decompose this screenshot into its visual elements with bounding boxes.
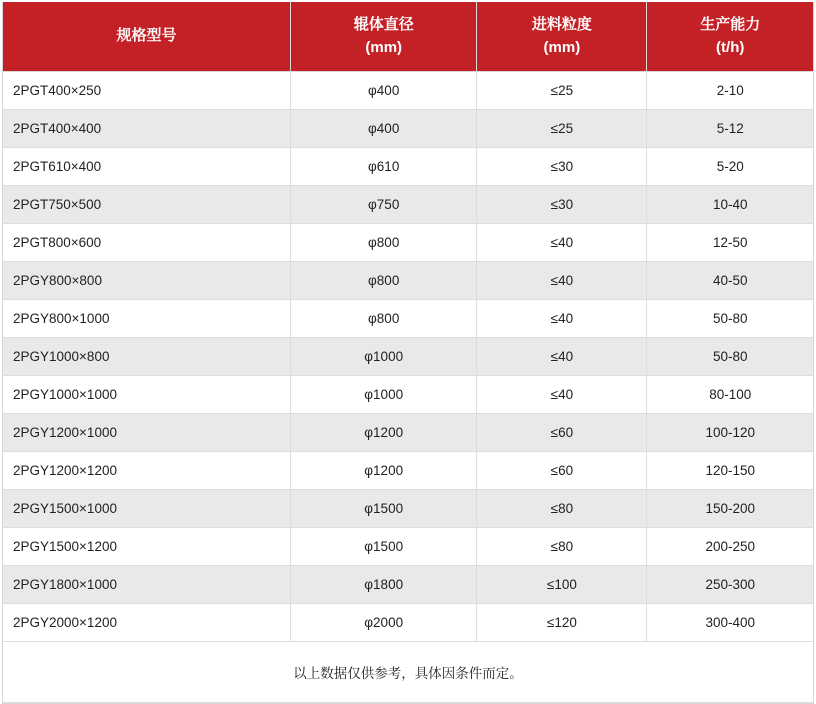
table-row [3, 604, 813, 642]
cell-model: 2PGY1000×800 [3, 338, 291, 376]
cell-roller-diameter: φ400 [291, 110, 477, 148]
cell-feed-size: ≤40 [477, 224, 647, 262]
cell-roller-diameter: φ1200 [291, 452, 477, 490]
cell-model: 2PGT400×400 [3, 110, 291, 148]
cell-capacity: 50-80 [647, 300, 813, 338]
table-row [3, 414, 813, 452]
table-row [3, 490, 813, 528]
cell-roller-diameter: φ400 [291, 72, 477, 110]
cell-capacity: 250-300 [647, 566, 813, 604]
table-row [3, 376, 813, 414]
cell-feed-size: ≤25 [477, 72, 647, 110]
cell-feed-size: ≤60 [477, 414, 647, 452]
column-header-roller-diameter [291, 2, 477, 72]
column-header-capacity [647, 2, 813, 72]
cell-feed-size: ≤40 [477, 338, 647, 376]
cell-model: 2PGY1800×1000 [3, 566, 291, 604]
column-header-roller-diameter-title: 辊体直径 [353, 16, 414, 33]
cell-feed-size: ≤60 [477, 452, 647, 490]
cell-capacity: 80-100 [647, 376, 813, 414]
cell-roller-diameter: φ750 [291, 186, 477, 224]
cell-capacity: 50-80 [647, 338, 813, 376]
table-row [3, 110, 813, 148]
cell-capacity: 10-40 [647, 186, 813, 224]
cell-feed-size: ≤30 [477, 186, 647, 224]
cell-roller-diameter: φ1200 [291, 414, 477, 452]
cell-capacity: 100-120 [647, 414, 813, 452]
cell-roller-diameter: φ610 [291, 148, 477, 186]
column-header-feed-size-unit: (mm) [543, 38, 581, 56]
cell-capacity: 200-250 [647, 528, 813, 566]
cell-model: 2PGT610×400 [3, 148, 291, 186]
cell-roller-diameter: φ800 [291, 224, 477, 262]
cell-capacity: 2-10 [647, 72, 813, 110]
cell-feed-size: ≤80 [477, 528, 647, 566]
cell-capacity: 150-200 [647, 490, 813, 528]
table-row [3, 224, 813, 262]
column-header-model [3, 2, 291, 72]
table-row [3, 148, 813, 186]
cell-feed-size: ≤40 [477, 262, 647, 300]
cell-model: 2PGY1500×1000 [3, 490, 291, 528]
cell-model: 2PGY1500×1200 [3, 528, 291, 566]
column-header-capacity-unit: (t/h) [716, 38, 745, 56]
column-header-feed-size-title: 进料粒度 [531, 16, 592, 33]
column-header-model-title: 规格型号 [116, 27, 177, 45]
cell-feed-size: ≤40 [477, 300, 647, 338]
table-row [3, 262, 813, 300]
table-header [3, 2, 813, 72]
table-row [3, 528, 813, 566]
cell-model: 2PGT800×600 [3, 224, 291, 262]
table-border [2, 2, 814, 704]
cell-feed-size: ≤120 [477, 604, 647, 642]
cell-feed-size: ≤25 [477, 110, 647, 148]
specification-table [3, 2, 813, 703]
column-header-capacity-title: 生产能力 [700, 16, 761, 33]
cell-feed-size: ≤80 [477, 490, 647, 528]
cell-model: 2PGY1200×1200 [3, 452, 291, 490]
cell-roller-diameter: φ800 [291, 262, 477, 300]
cell-model: 2PGY1200×1000 [3, 414, 291, 452]
cell-capacity: 12-50 [647, 224, 813, 262]
table-row [3, 452, 813, 490]
column-header-feed-size [477, 2, 647, 72]
cell-roller-diameter: φ800 [291, 300, 477, 338]
cell-model: 2PGT750×500 [3, 186, 291, 224]
table-body [3, 72, 813, 642]
table-row [3, 72, 813, 110]
cell-capacity: 5-12 [647, 110, 813, 148]
table-footer [3, 642, 813, 703]
cell-capacity: 5-20 [647, 148, 813, 186]
cell-model: 2PGY1000×1000 [3, 376, 291, 414]
cell-roller-diameter: φ1000 [291, 376, 477, 414]
cell-model: 2PGY800×1000 [3, 300, 291, 338]
cell-model: 2PGY800×800 [3, 262, 291, 300]
cell-feed-size: ≤100 [477, 566, 647, 604]
cell-model: 2PGY2000×1200 [3, 604, 291, 642]
cell-capacity: 300-400 [647, 604, 813, 642]
table-row [3, 338, 813, 376]
cell-capacity: 120-150 [647, 452, 813, 490]
cell-feed-size: ≤30 [477, 148, 647, 186]
table-footnote: 以上数据仅供参考，具体因条件而定。 [3, 642, 813, 703]
cell-roller-diameter: φ1000 [291, 338, 477, 376]
table-row [3, 186, 813, 224]
table-footer-row [3, 642, 813, 703]
cell-roller-diameter: φ1500 [291, 528, 477, 566]
cell-roller-diameter: φ1500 [291, 490, 477, 528]
cell-roller-diameter: φ2000 [291, 604, 477, 642]
column-header-roller-diameter-unit: (mm) [365, 38, 403, 56]
table-row [3, 566, 813, 604]
table-row [3, 300, 813, 338]
cell-feed-size: ≤40 [477, 376, 647, 414]
cell-capacity: 40-50 [647, 262, 813, 300]
specification-table-container [2, 2, 814, 704]
cell-roller-diameter: φ1800 [291, 566, 477, 604]
cell-model: 2PGT400×250 [3, 72, 291, 110]
table-header-row [3, 2, 813, 72]
